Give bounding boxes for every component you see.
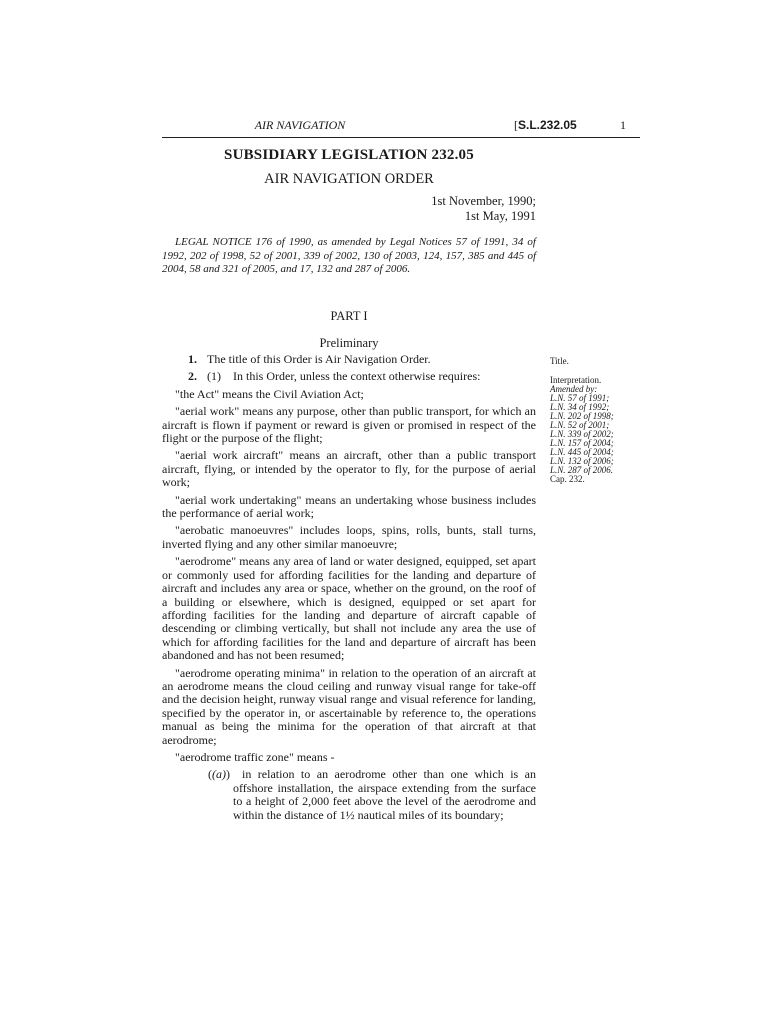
section-text: The title of this Order is Air Navigation Order. [207,352,431,366]
date-line-2: 1st May, 1991 [464,209,536,223]
part-heading: PART I [330,309,368,323]
margin-note-title: Title. [550,356,569,366]
section-number: 2. [188,369,197,384]
section-text: (1) In this Order, unless the context otherwise requires: [207,369,481,384]
amendment-ref: L.N. 202 of 1998; [550,411,614,421]
amendment-ref: L.N. 34 of 1992; [550,402,610,412]
subitem-text: in relation to an aerodrome other than one which is an offshore installation, the airspace extending from the surface to a height of 2,000 feet above the level of the aerodrome and within the distance of 1½ nautical miles of its boundary; [233,767,536,822]
amendment-ref: L.N. 339 of 2002; [550,429,614,439]
definition-aerodrome-traffic-zone: "aerodrome traffic zone" means - [175,749,335,764]
commencement-dates [300,194,536,224]
definition-aerial-work-undertaking: "aerial work undertaking" means an undertaking whose business includes the performance of aerial work; [162,492,536,521]
amendment-ref: L.N. 157 of 2004; [550,438,614,448]
amendment-ref: L.N. 287 of 2006. [550,465,614,475]
definition-aerobatic-manoeuvres: "aerobatic manoeuvres" includes loops, spins, rolls, bunts, stall turns, inverted flying and any other similar manoeuvre; [162,523,536,551]
definition-aerodrome-operating-minima: "aerodrome operating minima" in relation to the operation of an aircraft at an aerodrome means the cloud ceiling and runway visual range for take-off and the decision height, runway visual range and visual reference for landing, specified by the operator in, or ascertainable by reference to, the operations manual as being the minima for the operation of that aircraft at that aerodrome; [162,665,536,747]
subitem-label: (a) [212,767,226,782]
date-line-1: 1st November, 1990; [431,194,536,208]
header-bracket: [ [514,118,518,132]
definition-the-act: "the Act" means the Civil Aviation Act; [175,386,364,401]
amendment-ref: L.N. 445 of 2004; [550,447,614,457]
margin-note-interpretation [550,376,650,484]
header-rule [162,137,640,138]
amended-by-label: Amended by: [550,384,598,394]
definition-aerodrome: "aerodrome" means any area of land or water designed, equipped, set apart or commonly used for affording facilities for the landing and departure of aircraft and includes any area or space, whether on the ground, on the roof of a building or elsewhere, which is designed, equipped or set apart for affording facilities for the landing and departure of aircraft capable of descending or climbing vertically, but shall not include any area the use of which for affording facilities for the land and departure of aircraft has been abandoned and has not been resumed; [162,554,536,663]
amendment-ref: L.N. 132 of 2006; [550,456,614,466]
section-2 [162,370,536,383]
order-title: AIR NAVIGATION ORDER [264,171,434,187]
amendment-ref: L.N. 52 of 2001; [550,420,610,430]
definition-aerial-work: "aerial work" means any purpose, other than public transport, for which an aircraft is flown if payment or reward is given or promised in respect of the flight or the purpose of the flight; [162,404,536,446]
preliminary-heading: Preliminary [319,336,379,350]
running-header-reference [514,118,577,133]
section-1 [162,353,536,366]
header-reference-code: S.L.232.05 [518,118,577,132]
page-number: 1 [620,118,626,132]
section-number: 1. [188,352,197,366]
interpretation-label: Interpretation. [550,375,602,385]
legislation-heading: SUBSIDIARY LEGISLATION 232.05 [224,147,474,163]
order-body [162,353,536,826]
cap-reference: Cap. 232. [550,474,585,484]
legal-notice: LEGAL NOTICE 176 of 1990, as amended by Legal Notices 57 of 1991, 34 of 1992, 202 of 1998, 52 of 2001, 339 of 2002, 130 of 2003, 124, 157, 385 and 445 of 2004, 58 and 321 of 2005, and 17, 132 and 287 of 2006. [162,236,536,275]
amendment-ref: L.N. 57 of 1991; [550,393,610,403]
definition-aerial-work-aircraft: "aerial work aircraft" means an aircraft, other than a public transport aircraft, flying, or intended by the operator to fly, for the purpose of aerial work; [162,448,536,490]
running-header-title: AIR NAVIGATION [254,118,346,132]
subitem-a: ((a)) in relation to an aerodrome other than one which is an offshore installation, the airspace extending from the surface to a height of 2,000 feet above the level of the aerodrome and within the distance of 1½ nautical miles of its boundary; [208,767,536,822]
